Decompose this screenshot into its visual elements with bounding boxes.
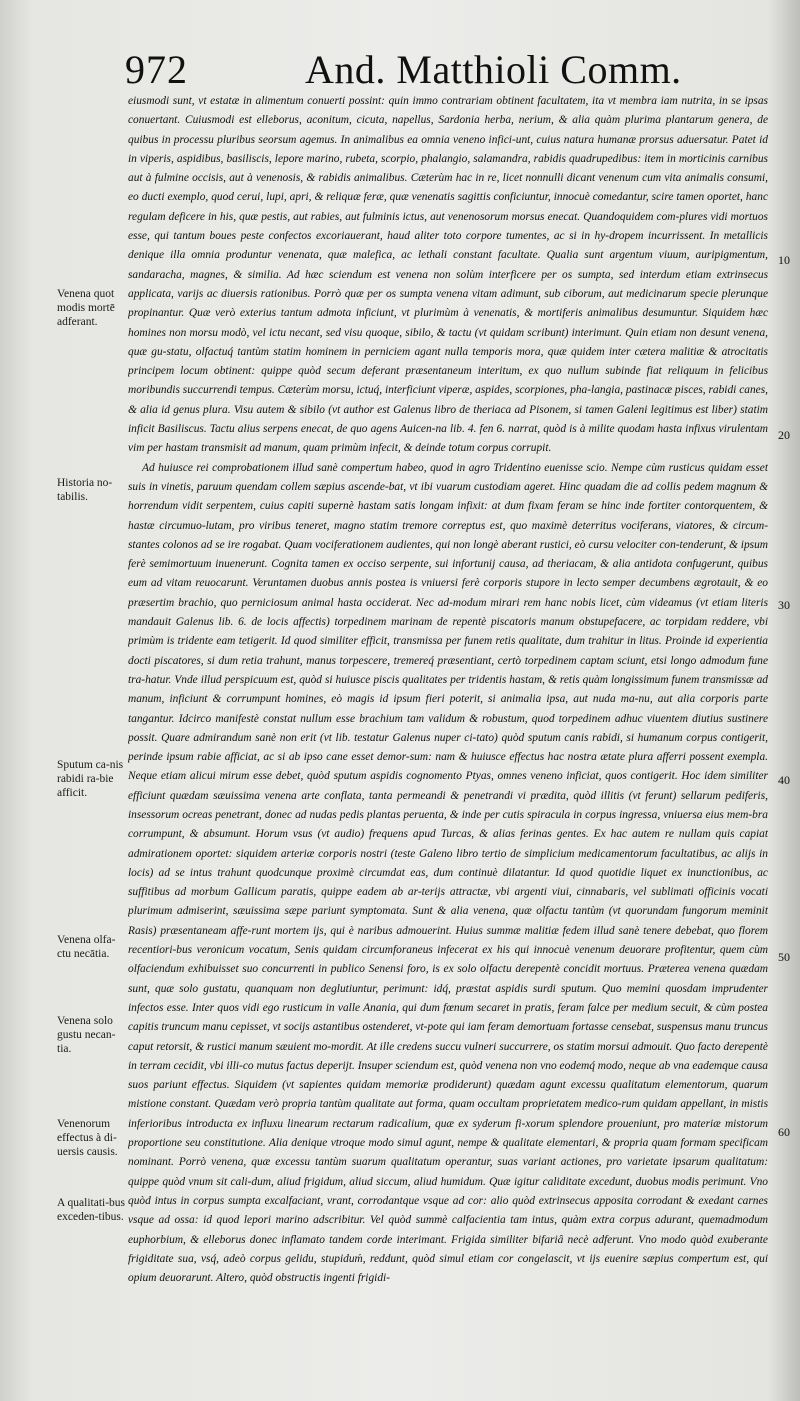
margin-note: Historia no-tabilis. xyxy=(57,477,113,503)
running-title: And. Matthioli Comm. xyxy=(305,47,682,92)
margin-note: A qualitati-bus exceden-tibus. xyxy=(57,1197,126,1223)
page-number: 972 xyxy=(125,47,188,92)
line-number: 30 xyxy=(778,598,790,612)
paragraph: Ad huiusce rei comprobationem illud sanè compertum habeo, quod in agro Tridentino euenisse scio. Nempe cùm rusticus quidam esset suis in vinetis, paruum quendam collem sæpius ascende-bat, vt ibi vuarum custodiam ageret. Hinc quadam die ad collis pedem magnum & horrendum vidit serpentem, cuius capiti supernè hastam satis longam infixit: at dum fixam feram se hinc inde fortiter contorquentem, & hastæ circumuo-lutam, pro viribus teneret, magno statim tremore correptus est, quo maximè deterritus vociferans, viatores, & circum-stantes colonos ad se ire rogabat. Quam vociferationem audientes, qui non longè aberant rustici, eò cursu velociter con-tenderunt, & ipsum ferè semimortuum inuenerunt. Cognita tamen ex occiso serpente, sui infortunij causa, ad theriacam, & alia antidota confugerunt, quibus eum ad vitam reuocarunt. Veruntamen duobus annis postea is vniuersi ferè corporis stupore in lecto semper decumbens ægrotauit, & eo præsertim brachio, quo perniciosum animal hasta occiderat. Nec ad-modum mirari rem hanc nobis licet, cùm videamus (vt etiam literis mandauit Galenus lib. 6. de locis affectis) torpedinem marinam de repentè piscatoris manum obstupefacere, ac torpidam reddere, vbi primùm is tridente eam tetigerit. Id quod similiter efficit, transmissa per funem retis qualitate, dum trahitur in litus. Proinde id experientia docti piscatores, si dum retia trahunt, manus torpescere, tremereq́ præsentiant, certò torpedinem captam sciunt, etsi longo admodum fune tra-hatur. Vnde illud perspicuum est, quòd si huiusce piscis qualitates per tridentis hastam, & retis quàm longissimum funem transmissæ ad manum, inficiunt & corrumpunt homines, eò magis id ipsum fieri poterit, si animalia ipsa, aut nuda ma-nu, aut alia corporis parte tangantur. Idcirco manifestè constat nullum esse brachium tam validum & robustum, quod torpedinem adhuc viuentem diutius sustinere possit. Quare admirandum sanè non erit (vt lib. testatur Galenus nuper ci-tato) quòd sputum canis rabidi, si humanum corpus contigerit, perinde ipsum rabie afficiat, ac si ab ipso cane esset demor-sum: nam & huiusce effectus hac nostra ætate plura afferri possent exempla. Neque etiam alicui mirum esse debet, quòd sputum aspidis cognomento Ptyas, omnes veneno inficiat, quos contigerit. Hoc idem similiter efficiunt quædam sæuissima venena arte conflata, tanta permeandi & penetrandi vi prædita, quòd illitis (vt ferunt) sellarum pediferis, insessorum ocreas penetrant, donec ad nudas pedis plantas peruenta, & inde per cutis spiracula in corpus ingressa, vniuersa eius mem-bra corrumpunt, & absumunt. Horum vsus (vt audio) frequens apud Turcas, & alias ferinas gentes. Ex hac autem re nullam quis capiat admirationem oportet: siquidem arteriæ corporis nostri (teste Galeno libro tertio de simplicium medicamentorum facultatibus, ac alijs in locis) ad se intus trahunt quodcunque proximè circumdat eas, dum continuè dilatantur. Id quod quotidie liquet ex inunctionibus, ac suffitibus ad morbum Gallicum paratis, quippe eadem ab ar-terijs attractæ, vbi argenti viui, cinnabaris, vel sublimati officinis vocati plurimum admiserint, sæuissima sæpe pariunt symptomata. Sunt & alia venena, quæ olfactu tantùm (vt quorundam fungorum meminit Rasis) præsentaneam affe-runt mortem ijs, qui è naribus admouerint. Huius summæ malitiæ fedem illud sanè tenere debebat, quo florem recentiori-bus veronicum vocatum, Senis quidam circumforaneus infecerat ex his qui innocuè venenum deuorare profitentur, quem cùm olfaciendum exhibuisset suo concurrenti in publico Senensi foro, is ex solo olfactu derepentè concidit mortuus. Præterea venena quædam sunt, quæ solo gustatu, quanquam non deglutiuntur, perimunt: idq́, præstat aspidis surdi sputum. Quo memini quosdam imprudenter infectos esse. Inter quos vidi ego rusticum in valle Anania, qui dum fœnum secaret in pratis, feram falce per medium secuit, & cùm postea capitis truncum manu cepisset, vt socijs astantibus ostenderet, vt-pote qui iam feram demortuam fortasse censebat, suspensus manu truncus caput retorsit, & rustici manum sæuient mo-mordit. At ille credens succu vulneri succurrere, os statim morsui admouit. Quo facto derepentè in terram cecidit, vbi illi-co mutus factus deperijt. Insuper sciendum est, quòd venena non vno eodemq́ modo, neque ab vna eademque causa suos pariunt effectus. Siquidem (vt sapientes quidam memoriæ prodiderunt) quædam agunt excessu qualitatum elementorum, quarum mistione constant. Quædam verò propria tantùm qualitate aut forma, quam occultam proprietatem medico-rum quidam appellant, in mistis inferioribus introducta ex influxu linearum rectarum radicalium, quæ ex syderum fi-xorum splendore proueniunt, pro materiæ mistorum proportione seu constitutione. Alia denique vtroque modo simul agunt, nempe & qualitate elementari, & propria quam formam specificam nominant. Porrò venena, quæ excessu tantùm suarum qualitatum operantur, suas variant actiones, pro varietate ipsarum qualitatum: quippe quòd vnum sit cali-dum, aliud frigidum, aliud siccum, aliud humidum. Quæ igitur caliditate excedunt, duobus modis perimunt. Vno quòd intus in corpus sumpta excalfaciant, vrant, corrodantque vsque ad cor: alio quòd extrinsecus apposita corrodant & exedant carnes vsque ad ossa: id quod lepori marino adscribitur. Vel quòd summè calfacientia tam intus, quàm extra corpus adurant, quemadmodum euphorbium, & elleborus donec inflamato tandem corde interimant. Frigida similiter bifariâ necè adferunt. Vno modo quòd exuberante frigiditate sua, vsq́, adeò corpus gelidu, stupiduḿ, reddunt, quòd simul etiam cor congelascit, vt ijs euenire sæpius compertum est, qui opium deuorarunt. Altero, quòd obstructis ingenti frigidi- xyxy=(128,461,768,1285)
paragraph: eiusmodi sunt, vt estatæ in alimentum conuerti possint: quin immo contrariam obtinent facultatem, ita vt membra iam nutrita, in se ipsas conuertant. Cuiusmodi est elleborus, aconitum, cicuta, napellus, Sardonia herba, nerium, & alia quàm plurima plantarum genera, de quibus in processu pluribus seorsum agemus. In animalibus ea omnia veneno infici-unt, cuius natura humanæ prorsus aduersatur. Patet id in viperis, aspidibus, basiliscis, lepore marino, rubeta, scorpio, phalangio, salamandra, rabidis quadrupedibus: item in morticinis carnibus aut à fulmine occisis, aut à venenosis, & rabidis animalibus. Cæterùm hac in re, licet nonnulli dicant venenum cum vita animalis consumi, eo ducti exemplo, quod cerui, lupi, apri, & reliquæ feræ, quæ venenatis sagittis conficiuntur, innocuè comedantur, scire tamen oportet, hanc regulam deficere in his, quæ pestis, aut rabies, aut fulminis ictus, aut venenosorum morsus enecat. Quandoquidem com-plures vidi mortuos esse, qui tantum boues peste confectos excoriauerant, haud aliter toto corpore tumentes, ac si in hy-dropem incurrissent. In metallicis denique illa omnia produntur venenata, quæ malefica, ac lethali constant facultate. Qualia sunt argentum viuum, auripigmentum, sandaracha, magnes, & similia. Ad hæc sciendum est venena non solùm interficere per os sumpta, sed interdum etiam extrinsecus applicata, varijs ac diuersis rationibus. Porrò quæ per os sumpta venena vitam adimunt, sub ciborum, aut medicinarum specie plerunque propinantur. Quæ verò exterius tantum admota inficiunt, vt plurimùm à venenatis, & mortiferis animalibus desumuntur. Siquidem hæc homines non morsu modò, vel ictu necant, sed visu quoque, sibilo, & tactu (vt quidam scribunt) interimunt. Quin etiam non desunt venena, quæ gu-statu, olfactuq́ tantùm statim hominem in perniciem agant nulla temporis mora, quæ quidem inter cætera malitiæ & atrocitatis principem locum obtinent: quippe quòd secum deferant præsentaneum interitum, ex quo nullum subinde fiat reliquum in felicibus moribundis succurrendi tempus. Cæterùm morsu, ictuq́, interficiunt viperæ, aspides, scorpiones, pha-langia, pastinacæ pisces, rabidi canes, & alia id genus plura. Visu autem & sibilo (vt author est Galenus libro de theriaca ad Pisonem, si tamen Galeni legitimus est liber) statim inficit Basiliscus. Tactu alius serpens enecat, de quo agens Auicen-na lib. 4. fen 6. narrat, quòd is à milite quodam hasta infixus virulentam vim per hastam transmisit ad manum, quam primùm infecit, & deinde totum corpus corrupit. xyxy=(128,95,768,455)
margin-note: Sputum ca-nis rabidi ra-bie afficit. xyxy=(57,759,124,799)
line-number: 40 xyxy=(778,773,790,787)
margin-note: Venena solo gustu necan-tia. xyxy=(57,1015,116,1055)
line-number: 10 xyxy=(778,253,790,267)
margin-note: Venenorum effectus à di-uersis causis. xyxy=(57,1118,118,1158)
line-number: 60 xyxy=(778,1125,790,1139)
margin-note: Venena quot modis mortē adferant. xyxy=(57,288,115,328)
main-text xyxy=(128,92,768,1392)
margin-note: Venena olfa-ctu necātia. xyxy=(57,934,116,960)
line-number: 50 xyxy=(778,950,790,964)
page-header xyxy=(125,46,765,94)
line-number: 20 xyxy=(778,428,790,442)
